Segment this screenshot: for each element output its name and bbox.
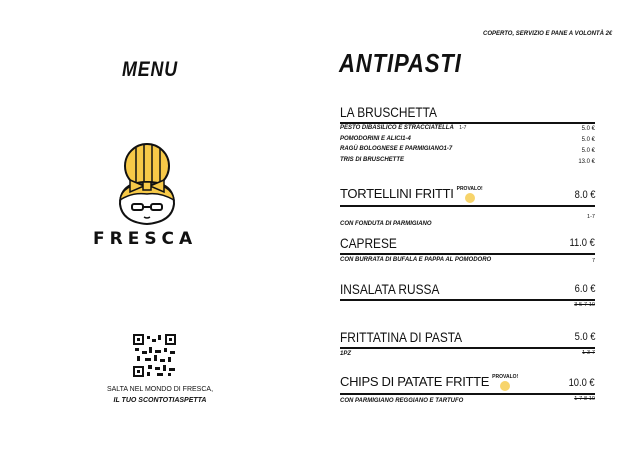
dish-description: 1PZ — [340, 351, 352, 357]
dish-price: 10.0 € — [568, 377, 595, 389]
bruschetta-item: PESTO DIBASILICO E STRACCIATELLA 1-7 — [340, 125, 467, 131]
brand-name: FRESCA — [93, 229, 198, 249]
qr-caption: SALTA NEL MONDO DI FRESCA, — [106, 386, 214, 393]
dish-price: 6.0 € — [574, 283, 595, 295]
divider — [340, 299, 595, 301]
dish-allergens: 1-7-8-10 — [574, 396, 595, 402]
cover-charge-note: COPERTO, SERVIZIO E PANE A VOLONTÀ 2€ — [483, 31, 613, 37]
dish-price: 5.0 € — [574, 331, 595, 343]
dish-allergens: 1-3-7 — [582, 350, 595, 356]
discount-caption: IL TUO SCONTOTIASPETTA — [113, 397, 207, 404]
menu-title: MENU — [122, 58, 178, 81]
dish-name: INSALATA RUSSA — [340, 281, 440, 297]
provalo-badge: PROVALO! — [492, 374, 519, 380]
section-title: ANTIPASTI — [339, 48, 462, 78]
bruschetta-item: POMODORINI E ALICI1-4 — [340, 136, 411, 142]
provalo-badge-box — [457, 186, 487, 204]
qr-code-icon[interactable] — [133, 334, 176, 377]
fresca-logo-icon — [112, 142, 182, 228]
dish-price: 8.0 € — [574, 189, 595, 201]
bruschetta-price: 13.0 € — [578, 159, 595, 165]
thumbs-up-icon — [500, 381, 510, 391]
dish-allergens: 1-7 — [587, 214, 595, 220]
dish-name: CHIPS DI PATATE FRITTE — [340, 374, 490, 389]
dish-name: FRITTATINA DI PASTA — [340, 329, 463, 345]
divider — [340, 253, 595, 255]
bruschetta-price: 5.0 € — [581, 137, 595, 143]
dish-title-row — [340, 374, 522, 392]
bruschetta-item: RAGÙ BOLOGNESE E PARMIGIANO1-7 — [340, 146, 453, 152]
dish-description: CON BURRATA DI BUFALA E PAPPA AL POMODORO — [340, 257, 492, 263]
dish-price: 11.0 € — [569, 237, 595, 249]
provalo-badge: PROVALO! — [456, 186, 483, 192]
divider — [340, 393, 595, 395]
thumbs-up-icon — [465, 193, 475, 203]
dish-description: CON FONDUTA DI PARMIGIANO — [340, 221, 432, 227]
divider — [340, 347, 595, 349]
divider — [340, 122, 595, 124]
dish-name: CAPRESE — [340, 235, 397, 251]
bruschetta-price: 5.0 € — [581, 148, 595, 154]
dish-name: TORTELLINI FRITTI — [340, 186, 454, 201]
divider — [340, 205, 595, 207]
dish-title-row — [340, 186, 487, 204]
provalo-badge-box — [492, 374, 522, 392]
bruschetta-item: TRIS DI BRUSCHETTE — [340, 157, 405, 163]
dish-description: CON PARMIGIANO REGGIANO E TARTUFO — [340, 398, 464, 404]
bruschetta-price: 5.0 € — [581, 126, 595, 132]
dish-allergens: 7 — [591, 258, 595, 264]
bruschetta-title: LA BRUSCHETTA — [340, 104, 437, 120]
dish-allergens: 3-5-7-10 — [574, 302, 595, 308]
